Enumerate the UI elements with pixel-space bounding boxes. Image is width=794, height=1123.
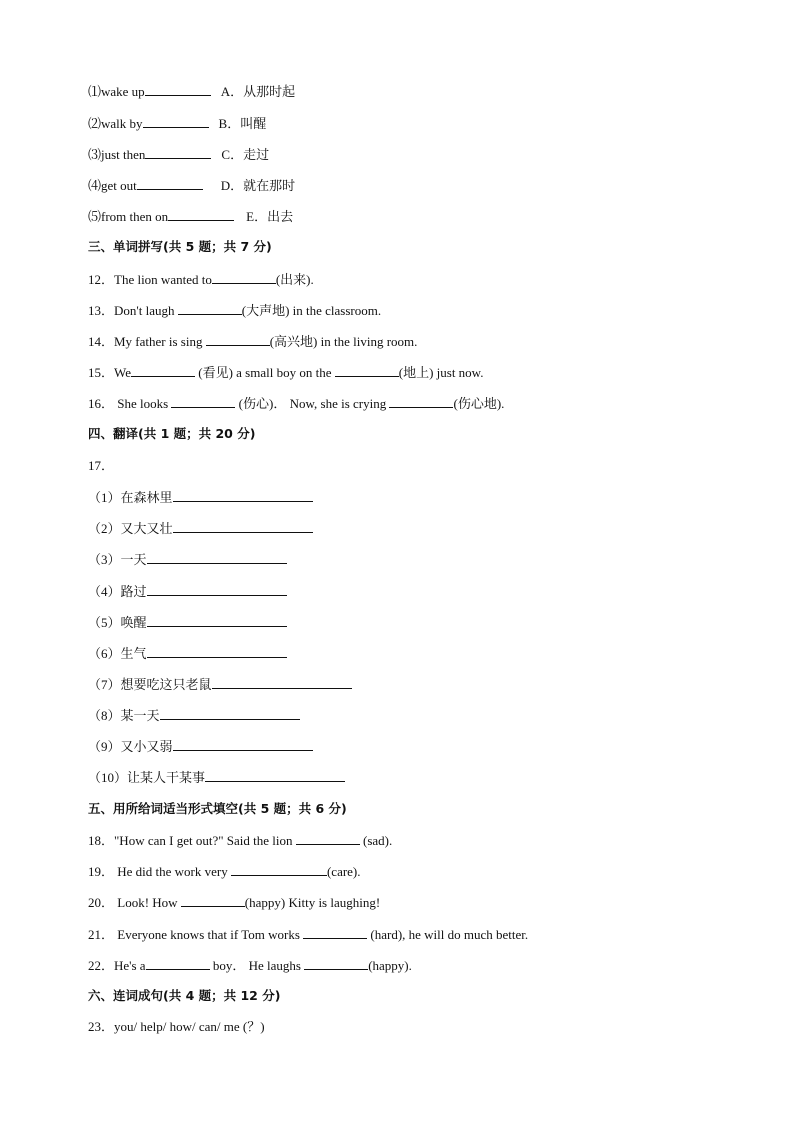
translation-item-7 <box>88 675 352 694</box>
question-13 <box>88 301 381 320</box>
translation-item-9 <box>88 737 313 756</box>
question-15 <box>88 363 483 382</box>
question-18 <box>88 831 392 850</box>
answer-blank[interactable] <box>206 332 270 346</box>
question-17-number: 17． <box>88 458 115 473</box>
question-20 <box>88 893 380 912</box>
question-21 <box>88 925 528 944</box>
answer-blank[interactable] <box>303 925 367 939</box>
matching-term: ⑷get out <box>88 178 137 193</box>
answer-blank[interactable] <box>137 176 203 190</box>
matching-term: ⑵walk by <box>88 116 143 131</box>
answer-blank[interactable] <box>205 768 345 782</box>
answer-blank[interactable] <box>335 363 399 377</box>
matching-option: B．叫醒 <box>218 116 267 131</box>
question-text: 12．The lion wanted to <box>88 272 212 287</box>
translation-item-2 <box>88 519 313 538</box>
matching-item-1 <box>88 82 295 101</box>
answer-blank[interactable] <box>231 862 327 876</box>
matching-term: ⑶just then <box>88 147 146 162</box>
matching-item-3 <box>88 145 269 164</box>
question-19 <box>88 862 361 881</box>
answer-blank[interactable] <box>147 613 287 627</box>
matching-option: D．就在那时 <box>220 178 296 193</box>
question-text: (看见) a small boy on the <box>195 365 335 380</box>
question-text: 19． He did the work very <box>88 864 231 879</box>
question-text: 14．My father is sing <box>88 334 206 349</box>
question-22 <box>88 956 412 975</box>
section-heading-4: 四、翻译(共 1 题；共 20 分) <box>88 426 256 441</box>
question-23: 23．you/ help/ how/ can/ me (？) <box>88 1019 265 1034</box>
answer-blank[interactable] <box>147 550 287 564</box>
translation-prompt: （6）生气 <box>88 646 147 661</box>
translation-prompt: （1）在森林里 <box>88 490 173 505</box>
answer-blank[interactable] <box>389 394 453 408</box>
answer-blank[interactable] <box>168 207 234 221</box>
answer-blank[interactable] <box>181 893 245 907</box>
translation-item-4 <box>88 582 287 601</box>
question-text: (大声地) in the classroom. <box>241 303 382 318</box>
question-text: (hard), he will do much better. <box>367 927 529 942</box>
translation-prompt: （2）又大又壮 <box>88 521 173 536</box>
question-text: (happy) Kitty is laughing! <box>244 895 381 910</box>
answer-blank[interactable] <box>143 114 209 128</box>
answer-blank[interactable] <box>304 956 368 970</box>
section-heading-6: 六、连词成句(共 4 题；共 12 分) <box>88 988 281 1003</box>
question-text: 21． Everyone knows that if Tom works <box>88 927 304 942</box>
translation-item-10 <box>88 768 345 787</box>
matching-option: C．走过 <box>221 147 270 162</box>
question-14 <box>88 332 417 351</box>
section-heading-3: 三、单词拼写(共 5 题；共 7 分) <box>88 239 272 254</box>
answer-blank[interactable] <box>145 82 211 96</box>
answer-blank[interactable] <box>178 301 242 315</box>
matching-option: A．从那时起 <box>220 84 296 99</box>
answer-blank[interactable] <box>212 270 276 284</box>
matching-term: ⑸from then on <box>88 209 169 224</box>
matching-item-2 <box>88 114 266 133</box>
section-heading-5: 五、用所给词适当形式填空(共 5 题；共 6 分) <box>88 801 347 816</box>
answer-blank[interactable] <box>173 519 313 533</box>
answer-blank[interactable] <box>147 644 287 658</box>
matching-item-4 <box>88 176 295 195</box>
translation-item-1 <box>88 488 313 507</box>
question-text: (地上) just now. <box>398 365 484 380</box>
translation-item-3 <box>88 550 287 569</box>
translation-prompt: （10）让某人干某事 <box>88 770 206 785</box>
answer-blank[interactable] <box>173 488 313 502</box>
question-text: (伤心)． Now, she is crying <box>235 396 390 411</box>
matching-option: E．出去 <box>246 209 294 224</box>
translation-prompt: （8）某一天 <box>88 708 160 723</box>
translation-item-8 <box>88 706 300 725</box>
answer-blank[interactable] <box>296 831 360 845</box>
question-12 <box>88 270 314 289</box>
matching-item-5 <box>88 207 293 226</box>
answer-blank[interactable] <box>212 675 352 689</box>
translation-prompt: （9）又小又弱 <box>88 739 173 754</box>
question-text: 13．Don't laugh <box>88 303 178 318</box>
answer-blank[interactable] <box>171 394 235 408</box>
question-text: (伤心地). <box>453 396 505 411</box>
question-text: 18．"How can I get out?" Said the lion <box>88 833 296 848</box>
translation-prompt: （7）想要吃这只老鼠 <box>88 677 212 692</box>
question-text: (高兴地) in the living room. <box>269 334 418 349</box>
answer-blank[interactable] <box>147 582 287 596</box>
answer-blank[interactable] <box>160 706 300 720</box>
translation-prompt: （4）路过 <box>88 584 147 599</box>
question-text: (出来). <box>275 272 314 287</box>
question-text: 22．He's a <box>88 958 146 973</box>
question-text: boy． He laughs <box>209 958 305 973</box>
translation-prompt: （5）唤醒 <box>88 615 147 630</box>
question-text: 15．We <box>88 365 131 380</box>
translation-item-5 <box>88 613 287 632</box>
question-16 <box>88 394 504 413</box>
answer-blank[interactable] <box>146 956 210 970</box>
question-text: 16． She looks <box>88 396 172 411</box>
question-text: (happy). <box>368 958 412 973</box>
question-text: (care). <box>326 864 361 879</box>
question-text: 20． Look! How <box>88 895 181 910</box>
answer-blank[interactable] <box>173 737 313 751</box>
matching-term: ⑴wake up <box>88 84 145 99</box>
answer-blank[interactable] <box>145 145 211 159</box>
translation-item-6 <box>88 644 287 663</box>
answer-blank[interactable] <box>131 363 195 377</box>
question-text: (sad). <box>359 833 393 848</box>
translation-prompt: （3）一天 <box>88 552 147 567</box>
